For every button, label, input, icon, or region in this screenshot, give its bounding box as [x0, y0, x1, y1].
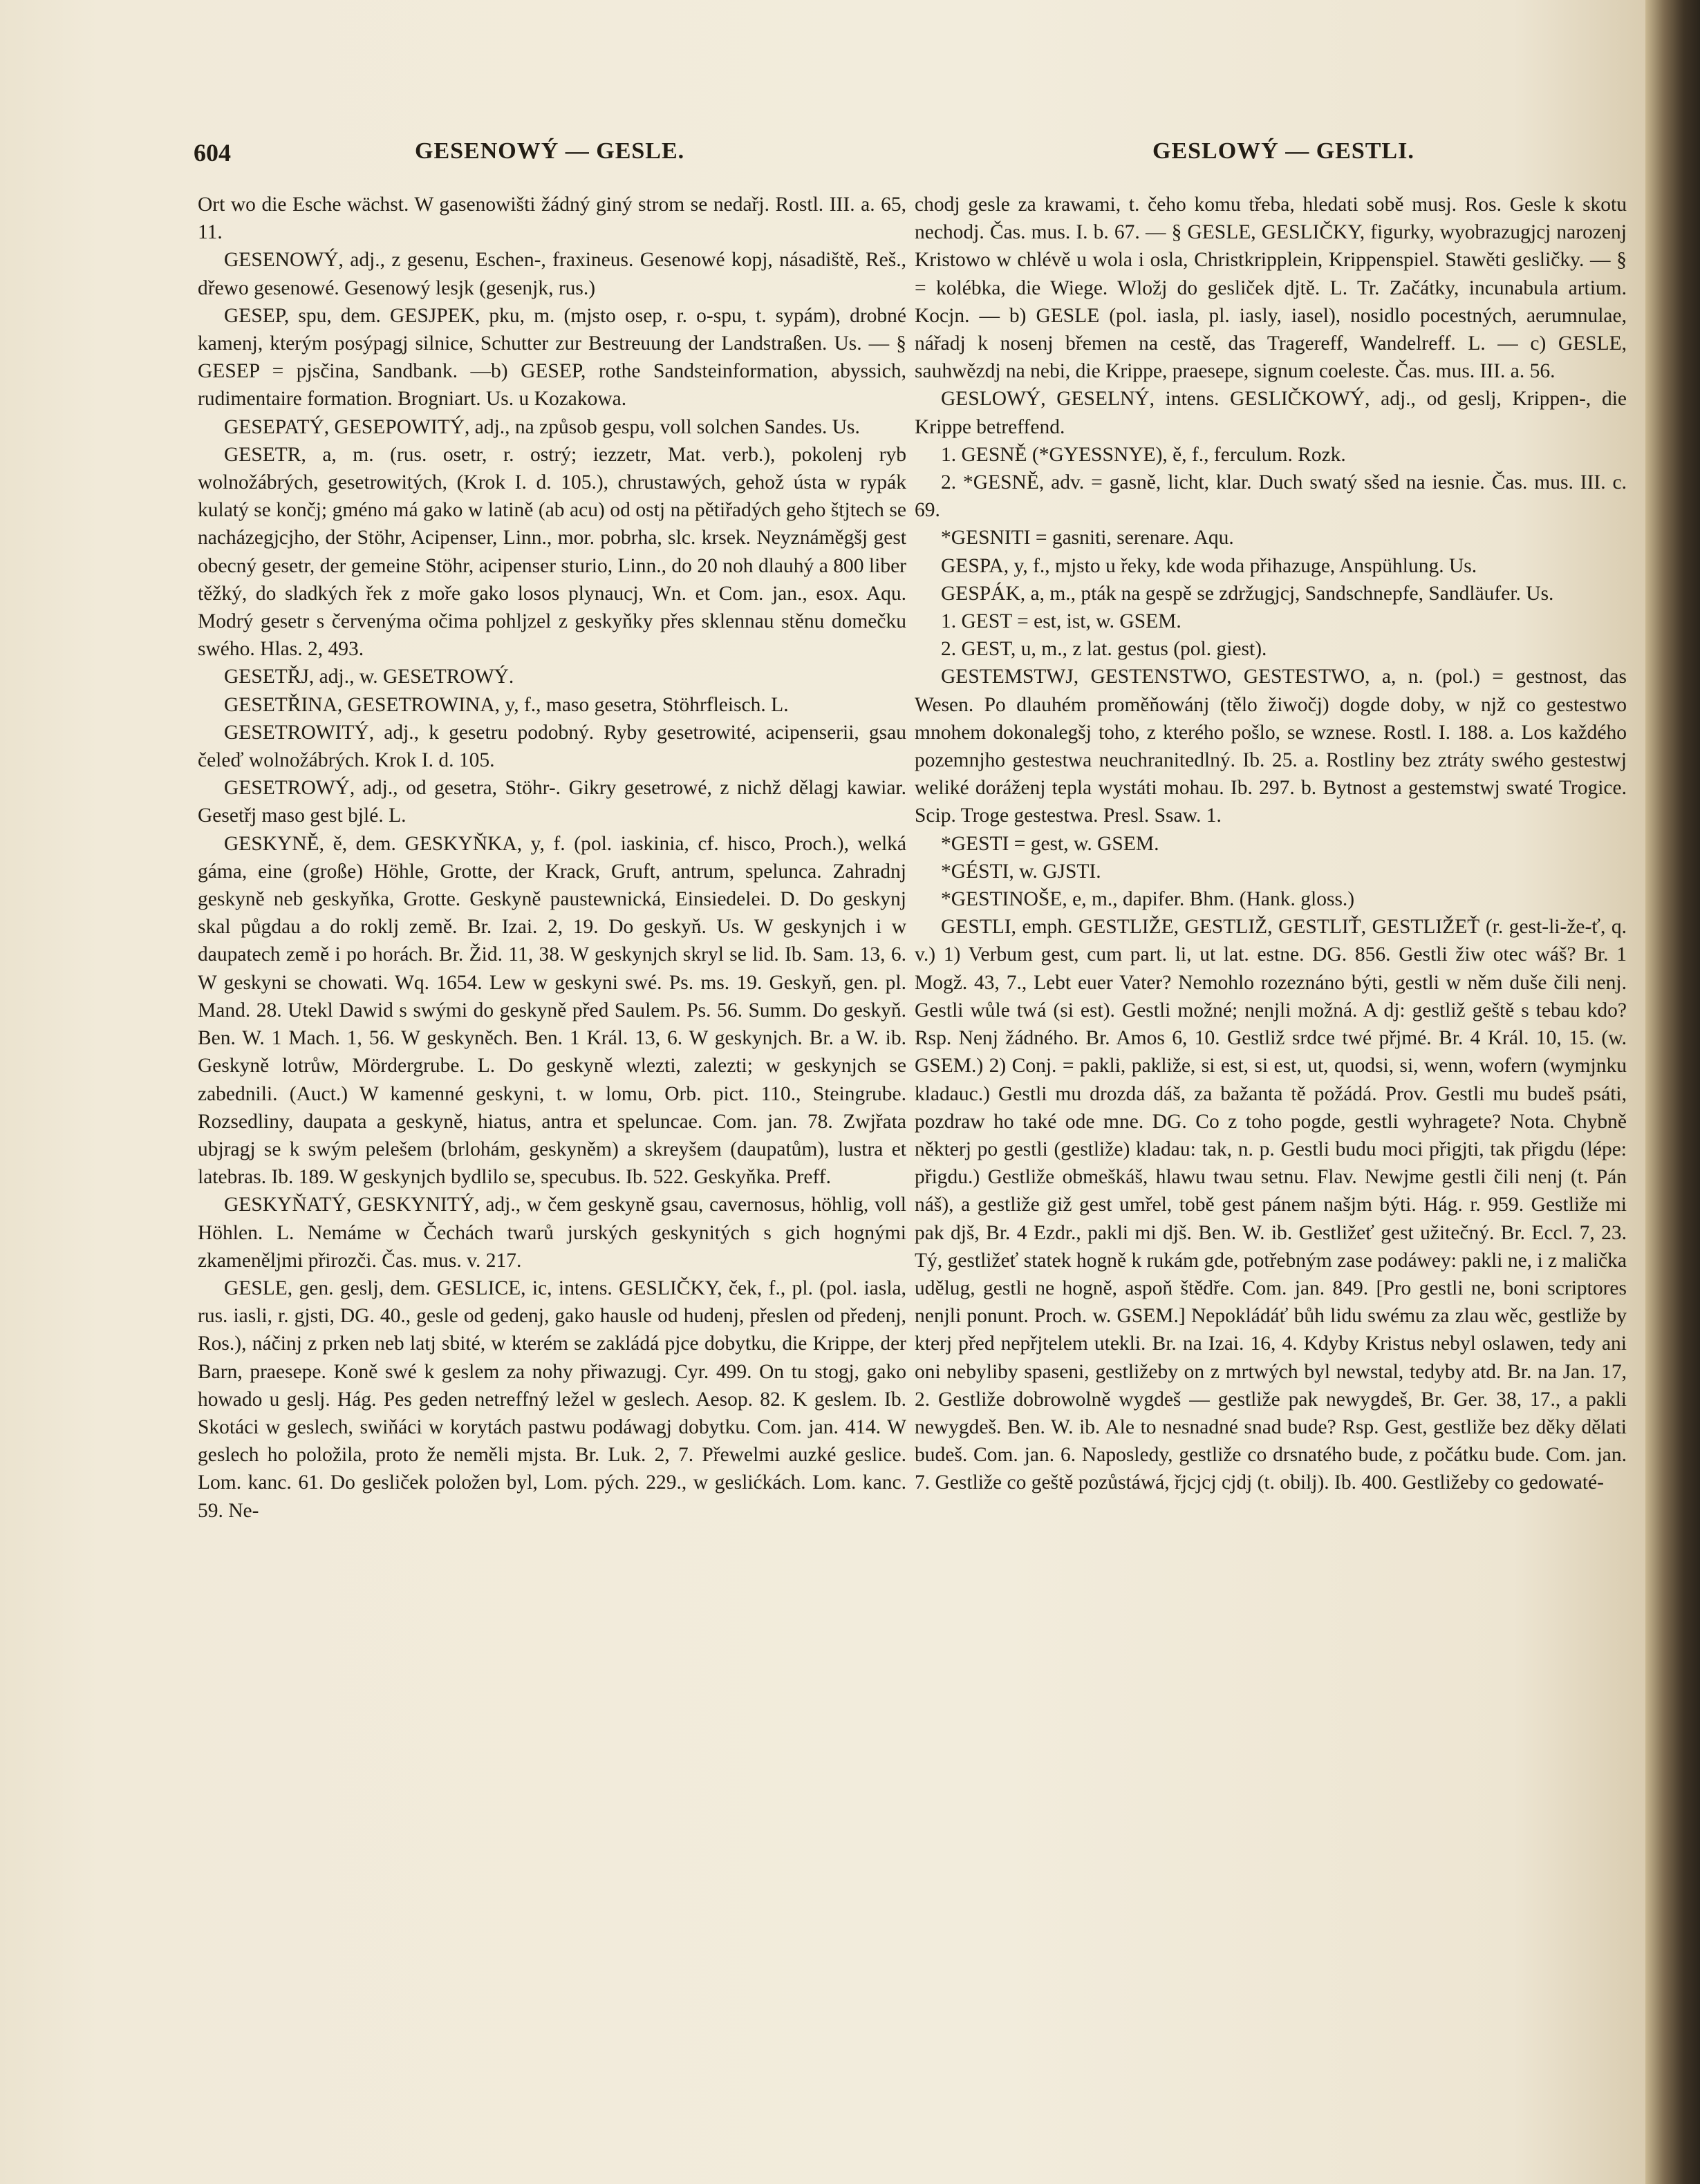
entry-geskynaty: GESKYŇATÝ, GESKYNITÝ, adj., w čem geskyně gsau, cavernosus, höhlig, voll Höhlen. L. Nemáme w Čechách twarů jurských geskynitých s gich hognými zkameněljmi přirozči. Čas. mus. v. 217.	[198, 1194, 906, 1272]
entry-gestemstwj: GESTEMSTWJ, GESTENSTWO, GESTESTWO, a, n. (pol.) = gestnost, das Wesen. Po dlauhém proměňowánj (tělo žiwočj) dogde doby, w njž co gestestwo mnohem dokonalegšj toho, z kterého pošlo, se wznese. Rostl. I. 188. a. Los každého pozemnjho gestestwa neuchranitedlný. Ib. 25. a. Rostliny bez ztráty swého gestestwj weliké doráženj tepla wystáti mohau. Ib. 297. b. Bytnost a gestemstwj swaté Trogice. Scip. Troge gestestwa. Presl. Ssaw. 1.	[915, 666, 1627, 827]
entry-gespak: GESPÁK, a, m., pták na gespě se zdržugjcj, Sandschnepfe, Sandläufer. Us.	[941, 582, 1554, 605]
entry-geskyne: GESKYNĚ, ě, dem. GESKYŇKA, y, f. (pol. iaskinia, cf. hisco, Proch.), welká gáma, eine (große) Höhle, Grotte, der Krack, Gruft, antrum, spelunca. Zahradnj geskyně neb geskyňka, Grotte. Geskyně paustewnická, Einsiedelei. D. Do geskynj skal půgdau a do roklj země. Br. Izai. 2, 19. Do geskyň. Us. W geskynjch i w daupatech země i po horách. Br. Žid. 11, 38. W geskynjch skryl se lid. Ib. Sam. 13, 6. W geskyni se chowati. Wq. 1654. Lew w geskyni swé. Ps. ms. 19. Geskyň, gen. pl. Mand. 28. Utekl Dawid s swými do geskyně před Saulem. Ps. 56. Summ. Do geskyň. Ben. W. 1 Mach. 1, 56. W geskyněch. Ben. 1 Král. 13, 6. W geskynjch. Br. a W. ib. Geskyně lotrůw, Mördergrube. L. Do geskyně wlezti, zalezti; w geskynjch se zabednili. (Auct.) W kamenné geskyni, t. w lomu, Orb. pict. 110., Steingrube. Rozsedliny, daupata a geskyně, hiatus, antra et speluncae. Com. jan. 78. Zwjřata ubjragj se k swým pelešem (brlohám, geskyněm) a skreyšem (daupatům), lustra et latebras. Ib. 189. W geskynjch bydlilo se, specubus. Ib. 522. Geskyňka. Preff.	[198, 832, 906, 1189]
entry-gespa: GESPA, y, f., mjsto u řeky, kde woda přihazuge, Anspühlung. Us.	[941, 554, 1477, 577]
entry-gesep: GESEP, spu, dem. GESJPEK, pku, m. (mjsto osep, r. o-spu, t. sypám), drobné kamenj, kterým posýpagj silnice, Schutter zur Bestreuung der Landstraßen. Us. — § GESEP = pjsčina, Sandbank. —b) GESEP, rothe Sandsteinformation, abyssich, rudimentaire formation. Brogniart. Us. u Kozakowa.	[198, 304, 906, 411]
entry-gestli: GESTLI, emph. GESTLIŽE, GESTLIŽ, GESTLIŤ, GESTLIŽEŤ (r. gest-li-že-ť, q. v.) 1) Verbum gest, cum part. li, ut lat. estne. DG. 856. Gestli žiw otec wáš? Br. 1 Mogž. 43, 7., Lebt euer Vater? Nemohlo rozeznáno býti, gestli w něm duše čili nenj. Gestli wůle twá (si est). Gestli možné; nenjli možná. A dj: gestliž geště s tebau kdo? Rsp. Nenj žádného. Br. Amos 6, 10. Gestliž srdce twé přjmé. Br. 4 Král. 10, 15. (w. GSEM.) 2) Conj. = pakli, pakliže, si est, si est, ut, quodsi, si, wenn, wofern (wymjnku kladauc.) Gestli mu drozda dáš, za bažanta tě požádá. Prov. Gestli mu budeš psáti, pozdraw ho také ode mne. DG. Co z toho pogde, gestli wyhragete? Nota. Chybně některj po gestli (gestliže) kladau: tak, n. p. Gestli budu moci přigjti, tak přigdu (lépe: přigdu.) Gestliže obmeškáš, hlawu twau setnu. Flav. Newjme gestli čili nenj (t. Pán náš), a gestliže giž gest umřel, tobě gest pánem našjm býti. Hág. r. 959. Gestliže mi pak djš, Br. 4 Ezdr., pakli mi djš. Ben. W. ib. Gestližeť gest užitečný. Br. Eccl. 7, 23. Tý, gestližeť statek hogně k rukám gde, potřebným zase podáwey: pakli ne, i z malička udělug, gestli ne hogně, aspoň štědře. Com. jan. 849. [Pro gestli ne, boni scriptores nenjli ponunt. Proch. w. GSEM.] Nepokládáť bůh lidu swému za zlau wěc, gestliže by kterj před nepřjtelem utekli. Br. na Izai. 16, 4. Kdyby Kristus nebyl oslawen, tedy ani oni nebyliby spaseni, gestližeby on z mrtwých byl newstal, tedyby atd. Br. na Jan. 17, 2. Gestliže dobrowolně wygdeš — gestliže pak newygdeš, Br. Ger. 38, 17., a pakli newygdeš. Ben. W. ib. Ale to nesnadné snad bude? Rsp. Gest, gestliže bez děky dělati budeš. Com. jan. 6. Naposledy, gestliže co drsnatého bude, z počátku bude. Com. jan. 7. Gestliže co geště pozůstáwá, řjcjcj cjdj (t. obilj). Ib. 400. Gestližeby co gedowaté-	[915, 916, 1627, 1494]
entry-gesetrowity: GESETROWITÝ, adj., k gesetru podobný. Ryby gesetrowité, acipenserii, gsau čeleď wolnožábrých. Krok I. d. 105.	[198, 721, 906, 772]
entry-gesti: *GESTI = gest, w. GSEM.	[941, 832, 1159, 855]
entry-continuation: Ort wo die Esche wächst. W gasenowišti žádný giný strom se nedařj. Rostl. III. a. 65, 11.	[198, 194, 906, 244]
left-column	[198, 191, 906, 1525]
entry-gesetrina: GESETŘINA, GESETROWINA, y, f., maso gesetra, Stöhrfleisch. L.	[224, 693, 789, 716]
right-running-title: GESLOWÝ — GESTLI.	[1152, 138, 1414, 164]
entry-gest-1: 1. GEST = est, ist, w. GSEM.	[941, 610, 1181, 633]
page-header	[194, 135, 1493, 177]
entry-geslowy: GESLOWÝ, GESELNÝ, intens. GESLIČKOWÝ, adj., od geslj, Krippen-, die Krippe betreffend.	[915, 388, 1627, 438]
entry-gestinose: *GESTINOŠE, e, m., dapifer. Bhm. (Hank. gloss.)	[941, 888, 1355, 911]
entry-gesetrowy: GESETROWÝ, adj., od gesetra, Stöhr-. Gikry gesetrowé, z nichž dělagj kawiar. Gesetřj maso gest bjlé. L.	[198, 777, 906, 827]
entry-gesle: GESLE, gen. geslj, dem. GESLICE, ic, intens. GESLIČKY, ček, f., pl. (pol. iasla, rus. iasli, r. gjsti, DG. 40., gesle od gedenj, gako hausle od hudenj, přeslen od předenj, Ros.), náčinj z prken neb latj sbité, w kterém se zakládá pjce dobytku, die Krippe, der Barn, praesepe. Koně swé k geslem za nohy přiwazugj. Cyr. 499. On tu stogj, gako howado u geslj. Hág. Pes geden netreffný ležel w geslech. Aesop. 82. K geslem. Ib. Skotáci w geslech, swiňáci w korytách pastwu podáwagj dobytku. Com. jan. 414. W geslech ho položila, proto že neměli mjsta. Br. Luk. 2, 7. Přewelmi auzké geslice. Lom. kanc. 61. Do gesliček položen byl, Lom. pých. 229., w geslićkách. Lom. kanc. 59. Ne-	[198, 1277, 906, 1522]
left-running-title: GESENOWÝ — GESLE.	[415, 138, 685, 164]
entry-gesniti: *GESNITI = gasniti, serenare. Aqu.	[941, 527, 1234, 549]
entry-gesetrj: GESETŘJ, adj., w. GESETROWÝ.	[224, 666, 514, 688]
entry-gesne-2: 2. *GESNĚ, adv. = gasně, licht, klar. Duch swatý sšed na iesnie. Čas. mus. III. c. 69.	[915, 471, 1627, 522]
page-number: 604	[194, 139, 231, 167]
entry-gesne-1: 1. GESNĚ (*GYESSNYE), ě, f., ferculum. Rozk.	[941, 443, 1346, 466]
right-column	[915, 191, 1627, 1497]
entry-gesti-2: *GÉSTI, w. GJSTI.	[941, 860, 1101, 883]
entry-gesle-continuation: chodj gesle za krawami, t. čeho komu třeba, hledati sobě musj. Ros. Gesle k skotu nechodj. Čas. mus. I. b. 67. — § GESLE, GESLIČKY, figurky, wyobrazugjcj narozenj Kristowo w chlévě u wola i osla, Christkripplein, Krippenspiel. Stawěti gesličky. — § = kolébka, die Wiege. Wložj do gesliček djtě. L. Tr. Začátky, incunabula artium. Kocjn. — b) GESLE (pol. iasla, pl. iasly, iasel), nosidlo pocestných, aerumnulae, nářadj k nosenj břemen na cestě, das Tragereff, Wandelreff. L. — c) GESLE, sauhwězdj na nebi, die Krippe, praesepe, signum coeleste. Čas. mus. III. a. 56.	[915, 194, 1627, 383]
entry-gesenowy: GESENOWÝ, adj., z gesenu, Eschen-, fraxineus. Gesenowé kopj, násadiště, Reš., dřewo gesenowé. Gesenowý lesjk (gesenjk, rus.)	[198, 249, 906, 299]
book-binding-edge	[1645, 0, 1700, 2184]
entry-gesepaty: GESEPATÝ, GESEPOWITÝ, adj., na způsob gespu, voll solchen Sandes. Us.	[224, 415, 860, 438]
entry-gest-2: 2. GEST, u, m., z lat. gestus (pol. giest).	[941, 638, 1267, 661]
entry-gesetr: GESETR, a, m. (rus. osetr, r. ostrý; iezzetr, Mat. verb.), pokolenj ryb wolnožábrých, gesetrowitých, (Krok I. d. 105.), chrustawých, gehož ústa w rypák kulatý se končj; gméno má gako w latině (ab acu) od ostj na pětiřadých geho štjtech se nacházegjcjho, der Stöhr, Acipenser, Linn., mor. pobrha, slc. krsek. Neyznáměgšj gest obecný gesetr, der gemeine Stöhr, acipenser sturio, Linn., do 20 noh dlauhý a 800 liber těžký, do sladkých řek z moře gako losos plynaucj, Wn. et Com. jan., esox. Aqu. Modrý gesetr s červenýma očima pohljzel z geskyňky přes sklennau stěnu domečku swého. Hlas. 2, 493.	[198, 443, 906, 661]
